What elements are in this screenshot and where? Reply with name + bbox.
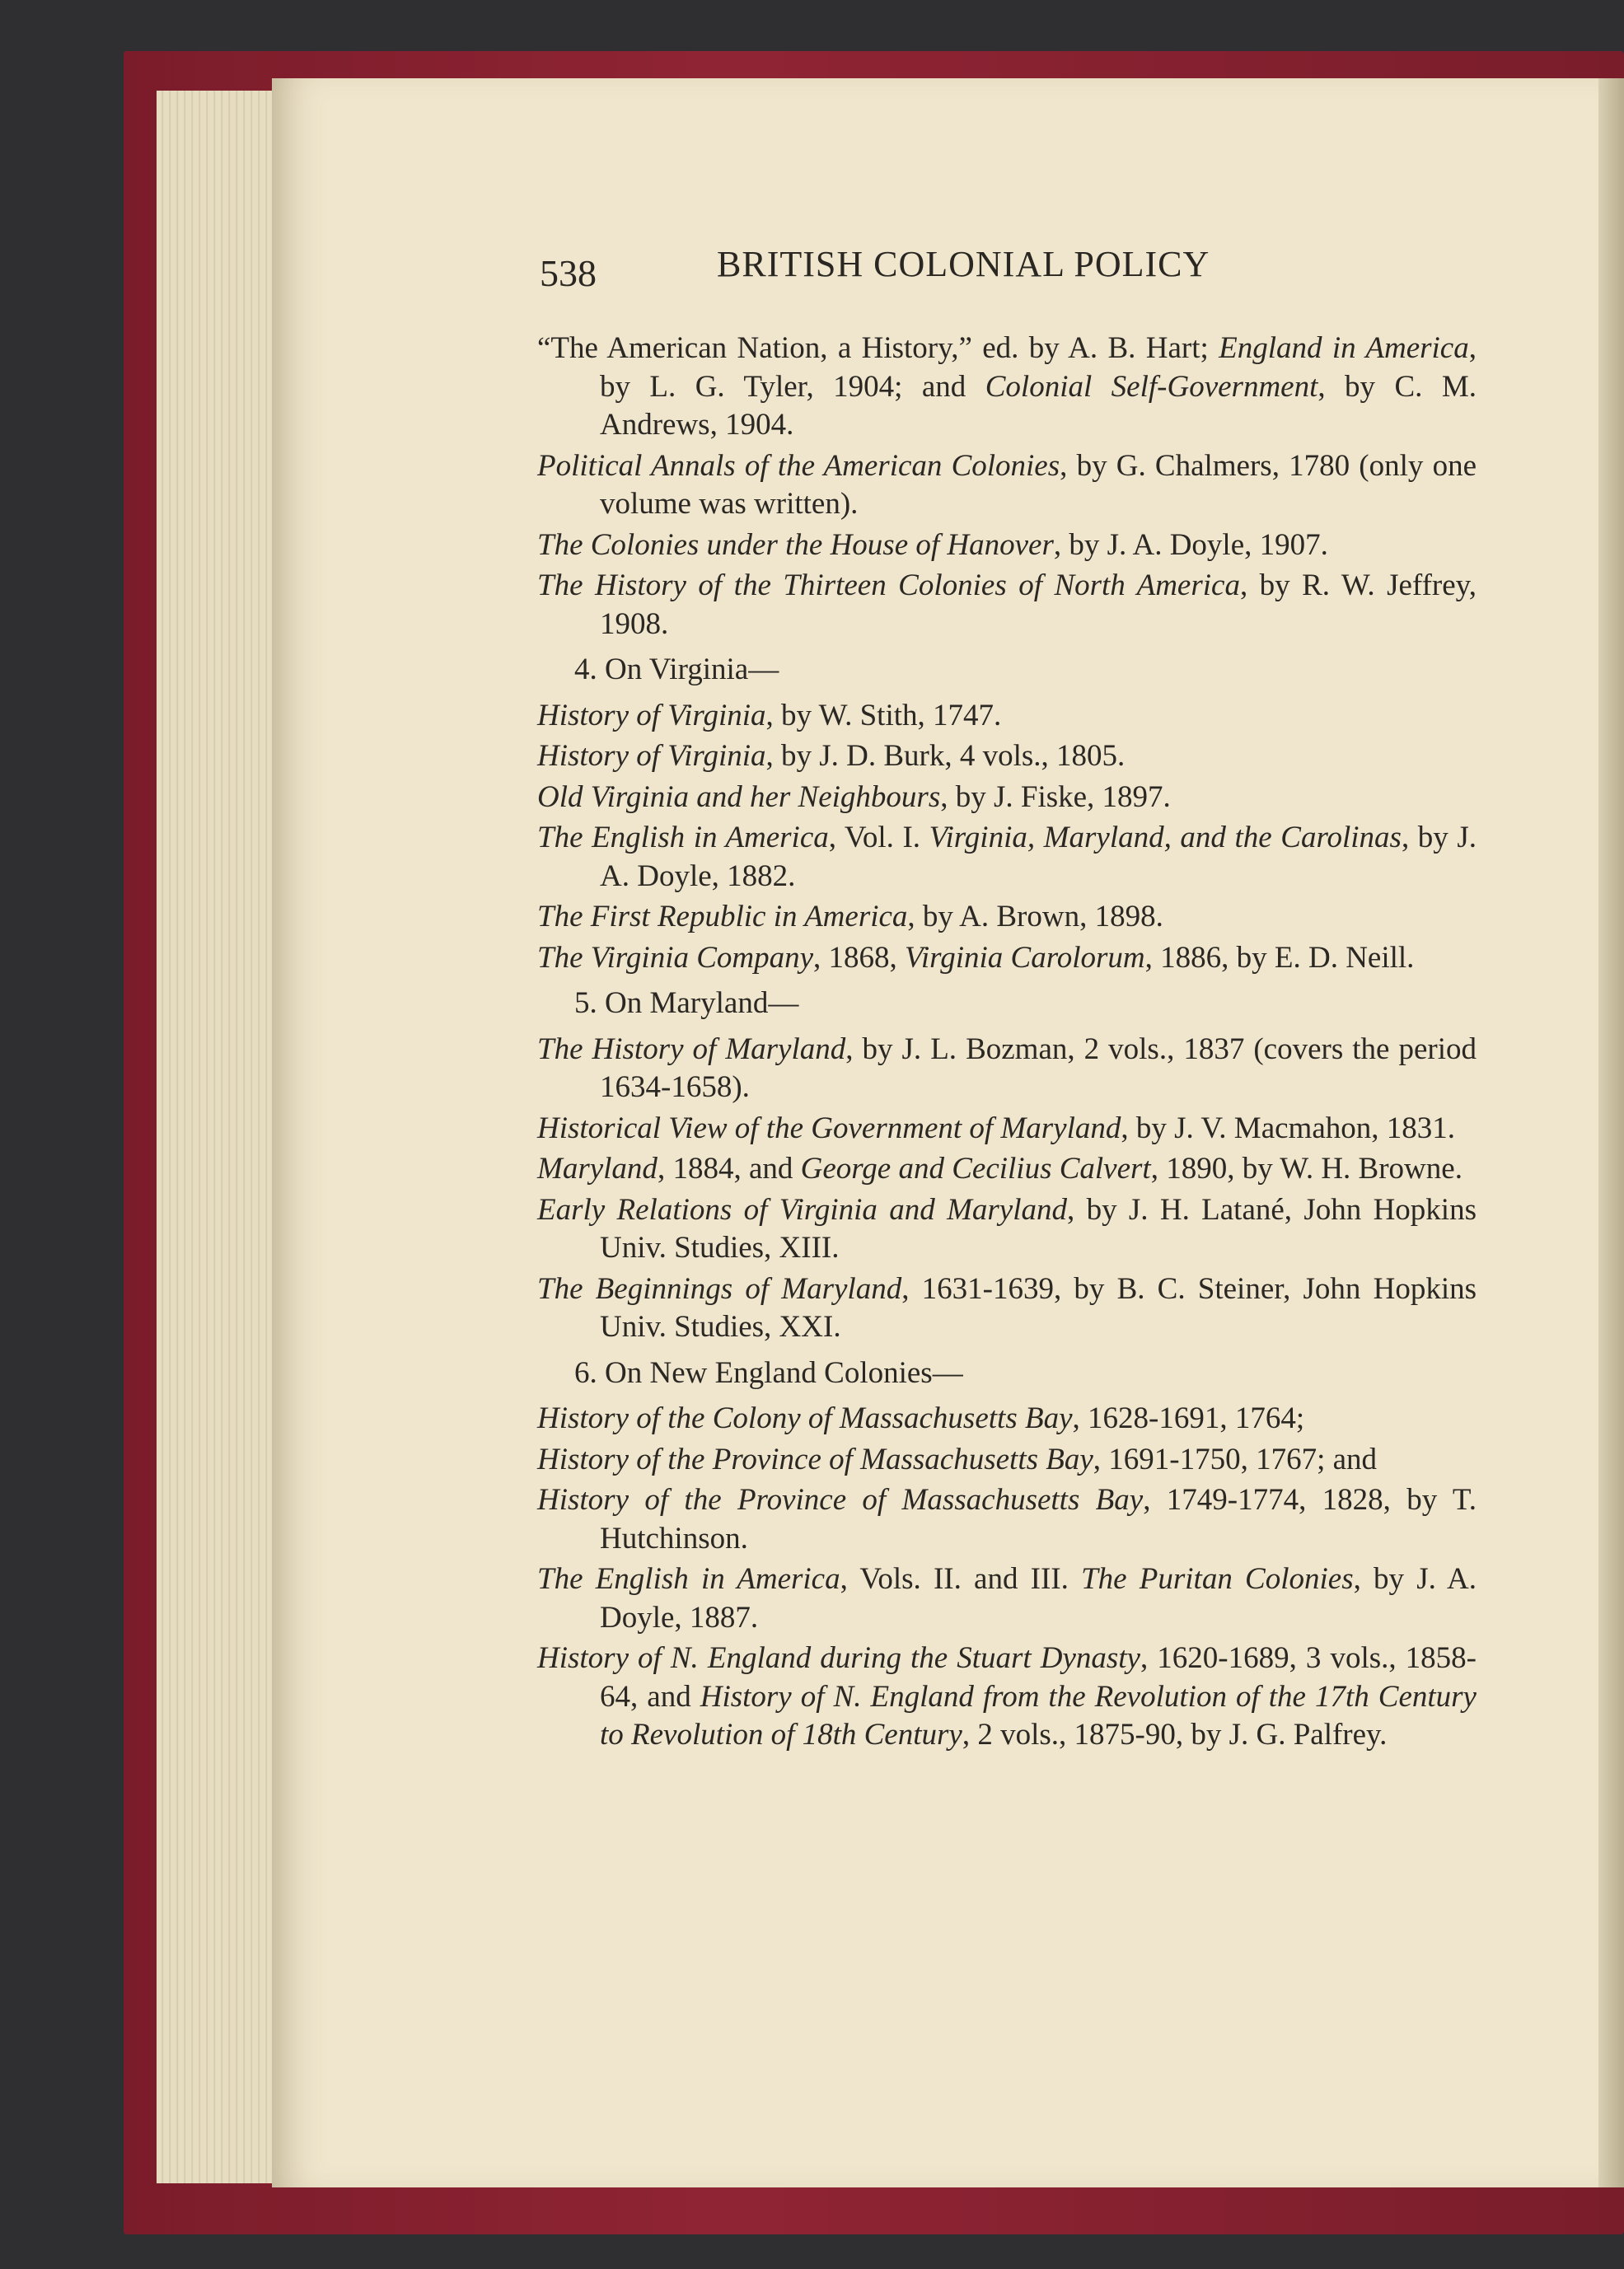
section-heading bbox=[537, 1354, 1477, 1393]
entry-text: 6. On New England Colonies— bbox=[574, 1355, 963, 1390]
entry-text: , by J. A. Doyle, 1887. bbox=[600, 1562, 1477, 1635]
bibliography-entry bbox=[537, 779, 1477, 817]
bibliography-entry bbox=[537, 898, 1477, 937]
work-title: The History of the Thirteen Colonies of North America bbox=[537, 568, 1240, 602]
entry-text: , by J. Fiske, 1897. bbox=[940, 779, 1171, 814]
entry-text: , 1884, and bbox=[657, 1152, 801, 1186]
entry-text: , 1868, bbox=[813, 940, 906, 975]
bibliography-entry bbox=[537, 567, 1477, 643]
work-title: History of N. England from the Revolution of the 17th Century to Revolution of 18th Century bbox=[600, 1679, 1477, 1752]
entry-text: 4. On Virginia— bbox=[574, 653, 779, 686]
bibliography-entry bbox=[537, 1191, 1477, 1268]
entry-text: , 1628-1691, 1764; bbox=[1072, 1401, 1305, 1435]
page-header bbox=[540, 243, 1331, 301]
entry-text: , by G. Chalmers, 1780 (only one volume was written). bbox=[600, 448, 1477, 521]
bibliography-entry bbox=[537, 1481, 1477, 1558]
bibliography-entry bbox=[537, 1031, 1477, 1107]
entry-text: , by J. A. Doyle, 1882. bbox=[600, 821, 1477, 893]
work-title: Historical View of the Government of Maryland bbox=[537, 1111, 1121, 1145]
work-title: History of Virginia bbox=[537, 739, 766, 773]
entry-text: , 1691-1750, 1767; and bbox=[1093, 1442, 1378, 1476]
work-title: Early Relations of Virginia and Maryland bbox=[537, 1192, 1067, 1227]
entry-text: , 1749-1774, 1828, by T. Hutchinson. bbox=[600, 1483, 1477, 1556]
work-title: Colonial Self-Government bbox=[985, 369, 1318, 404]
work-title: The English in America bbox=[537, 821, 829, 854]
entry-text: , by L. G. Tyler, 1904; and bbox=[600, 331, 1477, 404]
entry-text: , by J. V. Macmahon, 1831. bbox=[1121, 1111, 1456, 1145]
section-heading bbox=[537, 985, 1477, 1023]
work-title: History of Virginia bbox=[537, 698, 766, 732]
bibliography-entry bbox=[537, 1150, 1477, 1189]
work-title: The First Republic in America bbox=[537, 900, 908, 933]
entry-text: , by A. Brown, 1898. bbox=[907, 900, 1163, 933]
work-title: George and Cecilius Calvert bbox=[800, 1152, 1151, 1186]
entry-text: , by J. D. Burk, 4 vols., 1805. bbox=[765, 739, 1126, 773]
bibliography-entry bbox=[537, 737, 1477, 776]
entry-text: , by J. H. Latané, John Hopkins Univ. Studies, XIII. bbox=[600, 1192, 1477, 1265]
bibliography-entry bbox=[537, 1270, 1477, 1347]
bibliography-entry bbox=[537, 447, 1477, 524]
bibliography-entry bbox=[537, 1560, 1477, 1637]
entry-text: , Vol. I. bbox=[828, 821, 929, 854]
entry-text: “The American Nation, a History,” ed. by A. B. Hart; bbox=[537, 331, 1219, 365]
entry-text: , 2 vols., 1875-90, by J. G. Palfrey. bbox=[962, 1718, 1388, 1752]
work-title: Old Virginia and her Neighbours bbox=[537, 779, 941, 814]
bibliography-entry bbox=[537, 697, 1477, 736]
bibliography-entry bbox=[537, 1640, 1477, 1755]
page-gutter bbox=[1598, 78, 1624, 2187]
entry-text: , 1631-1639, by B. C. Steiner, John Hopkins Univ. Studies, XXI. bbox=[600, 1271, 1477, 1344]
entry-text: , by R. W. Jeffrey, 1908. bbox=[600, 568, 1477, 641]
entry-text: , 1886, by E. D. Neill. bbox=[1144, 940, 1415, 975]
work-title: History of the Province of Massachusetts Bay bbox=[537, 1483, 1144, 1517]
entry-text: , by J. A. Doyle, 1907. bbox=[1053, 527, 1328, 562]
work-title: The Beginnings of Maryland bbox=[537, 1271, 902, 1306]
work-title: Virginia, Maryland, and the Carolinas bbox=[929, 821, 1402, 854]
work-title: The History of Maryland bbox=[537, 1032, 846, 1066]
page-number: 538 bbox=[540, 252, 597, 294]
work-title: The English in America bbox=[537, 1562, 840, 1596]
section-heading bbox=[537, 651, 1477, 690]
entry-text: 5. On Maryland— bbox=[574, 986, 799, 1020]
entry-text: , by J. L. Bozman, 2 vols., 1837 (covers the period 1634-1658). bbox=[600, 1032, 1477, 1104]
work-title: The Puritan Colonies bbox=[1081, 1562, 1354, 1596]
entry-text: , Vols. II. and III. bbox=[840, 1562, 1082, 1596]
bibliography-entry bbox=[537, 1441, 1477, 1480]
work-title: History of N. England during the Stuart Dynasty bbox=[537, 1641, 1140, 1675]
bibliography-entry bbox=[537, 819, 1477, 896]
bibliography-entry bbox=[537, 939, 1477, 978]
work-title: Maryland bbox=[537, 1152, 658, 1186]
work-title: Virginia Carolorum bbox=[905, 940, 1145, 975]
work-title: The Virginia Company bbox=[537, 940, 814, 975]
work-title: The Colonies under the House of Hanover bbox=[537, 527, 1054, 562]
bibliography-entry bbox=[537, 526, 1477, 565]
entry-text: , by W. Stith, 1747. bbox=[765, 698, 1002, 732]
bibliography-entry bbox=[537, 330, 1477, 445]
entry-text: , 1620-1689, 3 vols., 1858-64, and bbox=[600, 1641, 1477, 1714]
bibliography-entry bbox=[537, 1400, 1477, 1439]
work-title: England in America bbox=[1219, 331, 1469, 365]
work-title: Political Annals of the American Colonies bbox=[537, 448, 1060, 483]
entry-text: , by C. M. Andrews, 1904. bbox=[600, 369, 1477, 442]
entry-text: , 1890, by W. H. Browne. bbox=[1150, 1152, 1463, 1186]
bibliography-list bbox=[537, 330, 1477, 1757]
bibliography-entry bbox=[537, 1110, 1477, 1149]
work-title: History of the Colony of Massachusetts Bay bbox=[537, 1401, 1073, 1435]
running-title: BRITISH COLONIAL POLICY bbox=[717, 244, 1210, 284]
work-title: History of the Province of Massachusetts Bay bbox=[537, 1442, 1093, 1476]
